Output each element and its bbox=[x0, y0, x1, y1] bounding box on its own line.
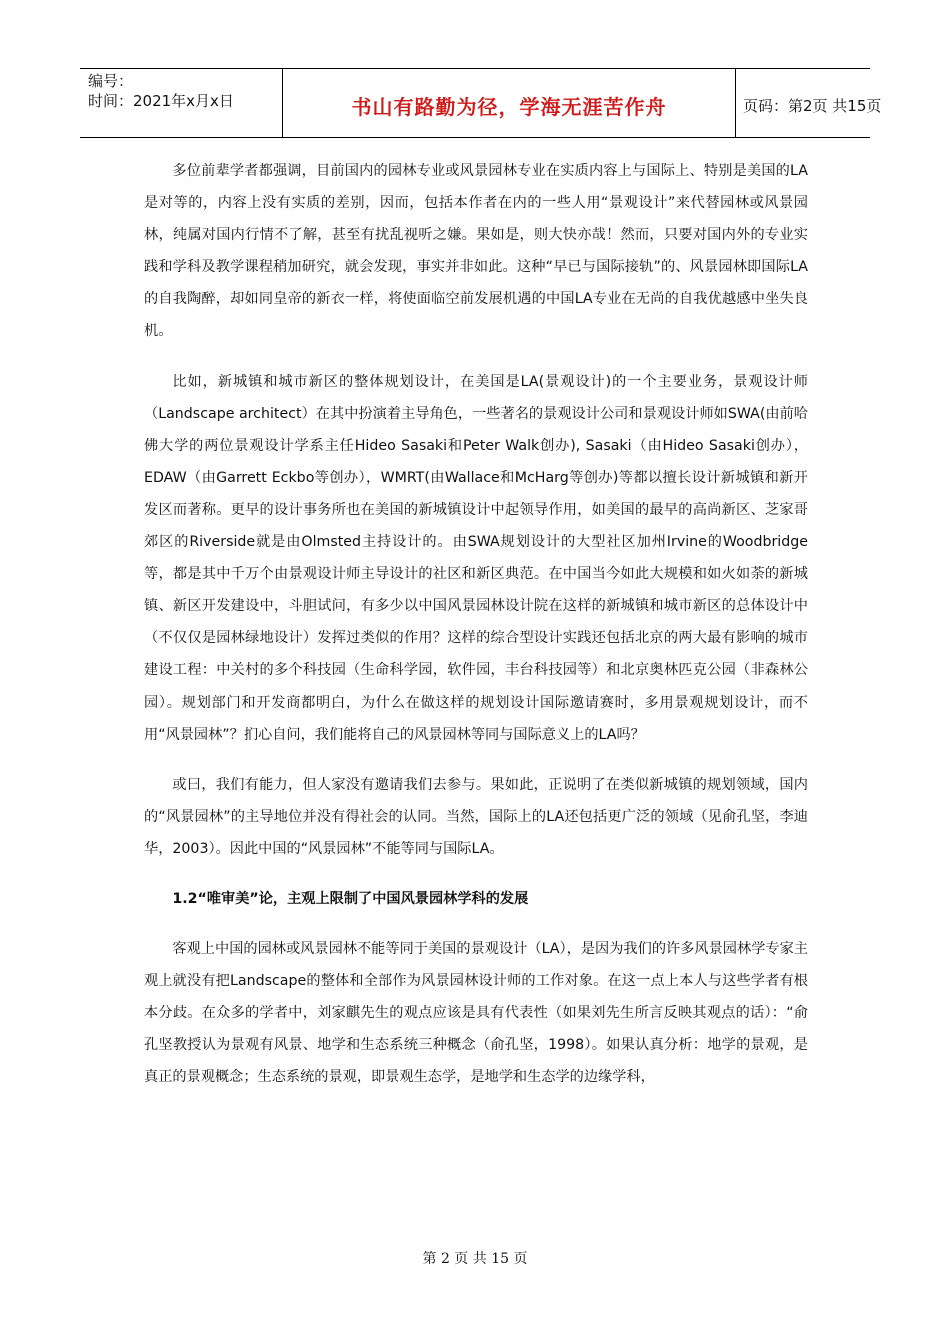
header-left-cell bbox=[80, 69, 282, 137]
header-page-code: 页码：第2页 共15页 bbox=[743, 96, 882, 115]
body-paragraph-3: 或曰，我们有能力，但人家没有邀请我们去参与。果如此，正说明了在类似新城镇的规划领域，国内的“风景园林”的主导地位并没有得社会的认同。当然，国际上的LA还包括更广泛的领域（见俞孔坚，李迪华，2003）。因此中国的“风景园林”不能等同与国际LA。 bbox=[144, 776, 808, 857]
document-number-label: 编号： bbox=[88, 72, 134, 90]
document-body bbox=[144, 155, 808, 1112]
header-motto: 书山有路勤为径，学海无涯苦作舟 bbox=[351, 94, 667, 119]
body-paragraph-1: 多位前辈学者都强调，目前国内的园林专业或风景园林专业在实质内容上与国际上、特别是美国的LA是对等的，内容上没有实质的差别，因而，包括本作者在内的一些人用“景观设计”来代替园林或风景园林，纯属对国内行情不了解，甚至有扰乱视听之嫌。果如是，则大快亦哉！然而，只要对国内外的专业实践和学科及教学课程稍加研究，就会发现，事实并非如此。这种“早已与国际接轨”的、风景园林即国际LA的自我陶醉，却如同皇帝的新衣一样，将使面临空前发展机遇的中国LA专业在无尚的自我优越感中坐失良机。 bbox=[144, 163, 808, 340]
document-date-label: 时间：2021年x月x日 bbox=[88, 92, 234, 110]
body-paragraph-4: 客观上中国的园林或风景园林不能等同于美国的景观设计（LA），是因为我们的许多风景园林学专家主观上就没有把Landscape的整体和全部作为风景园林设计师的工作对象。在这一点上本人与这些学者有根本分歧。在众多的学者中，刘家麒先生的观点应该是具有代表性（如果刘先生所言反映其观点的话）：“俞孔坚教授认为景观有风景、地学和生态系统三种概念（俞孔坚，1998）。如果认真分析：地学的景观，是真正的景观概念；生态系统的景观，即景观生态学，是地学和生态学的边缘学科， bbox=[144, 941, 808, 1086]
body-paragraph-2: 比如，新城镇和城市新区的整体规划设计，在美国是LA(景观设计)的一个主要业务，景观设计师（Landscape architect）在其中扮演着主导角色，一些著名的景观设计公司和景观设计师如SWA(由前哈佛大学的两位景观设计学系主任Hideo Sasaki和Peter Walk创办), Sasaki（由Hideo Sasaki创办），EDAW（由Garrett Eckbo等创办），WMRT(由Wallace和McHarg等创办)等都以擅长设计新城镇和新开发区而著称。更早的设计事务所也在美国的新城镇设计中起领导作用，如美国的最早的高尚新区、芝家哥郊区的Riverside就是由Olmsted主持设计的。由SWA规划设计的大型社区加州Irvine的Woodbridge等，都是其中千万个由景观设计师主导设计的社区和新区典范。在中国当今如此大规模和如火如荼的新城镇、新区开发建设中，斗胆试问，有多少以中国风景园林设计院在这样的新城镇和城市新区的总体设计中（不仅仅是园林绿地设计）发挥过类似的作用？这样的综合型设计实践还包括北京的两大最有影响的城市建设工程：中关村的多个科技园（生命科学园，软件园，丰台科技园等）和北京奥林匹克公园（非森林公园）。规划部门和开发商都明白，为什么在做这样的规划设计国际邀请赛时，多用景观规划设计，而不用“风景园林”？扪心自问，我们能将自己的风景园林等同与国际意义上的LA吗？ bbox=[144, 373, 808, 743]
header-center-cell bbox=[282, 69, 736, 137]
page-header bbox=[80, 68, 882, 138]
section-heading: 1.2“唯审美”论，主观上限制了中国风景园林学科的发展 bbox=[172, 890, 529, 907]
page-footer: 第 2 页 共 15 页 bbox=[422, 1251, 528, 1267]
header-right-cell bbox=[735, 69, 882, 137]
